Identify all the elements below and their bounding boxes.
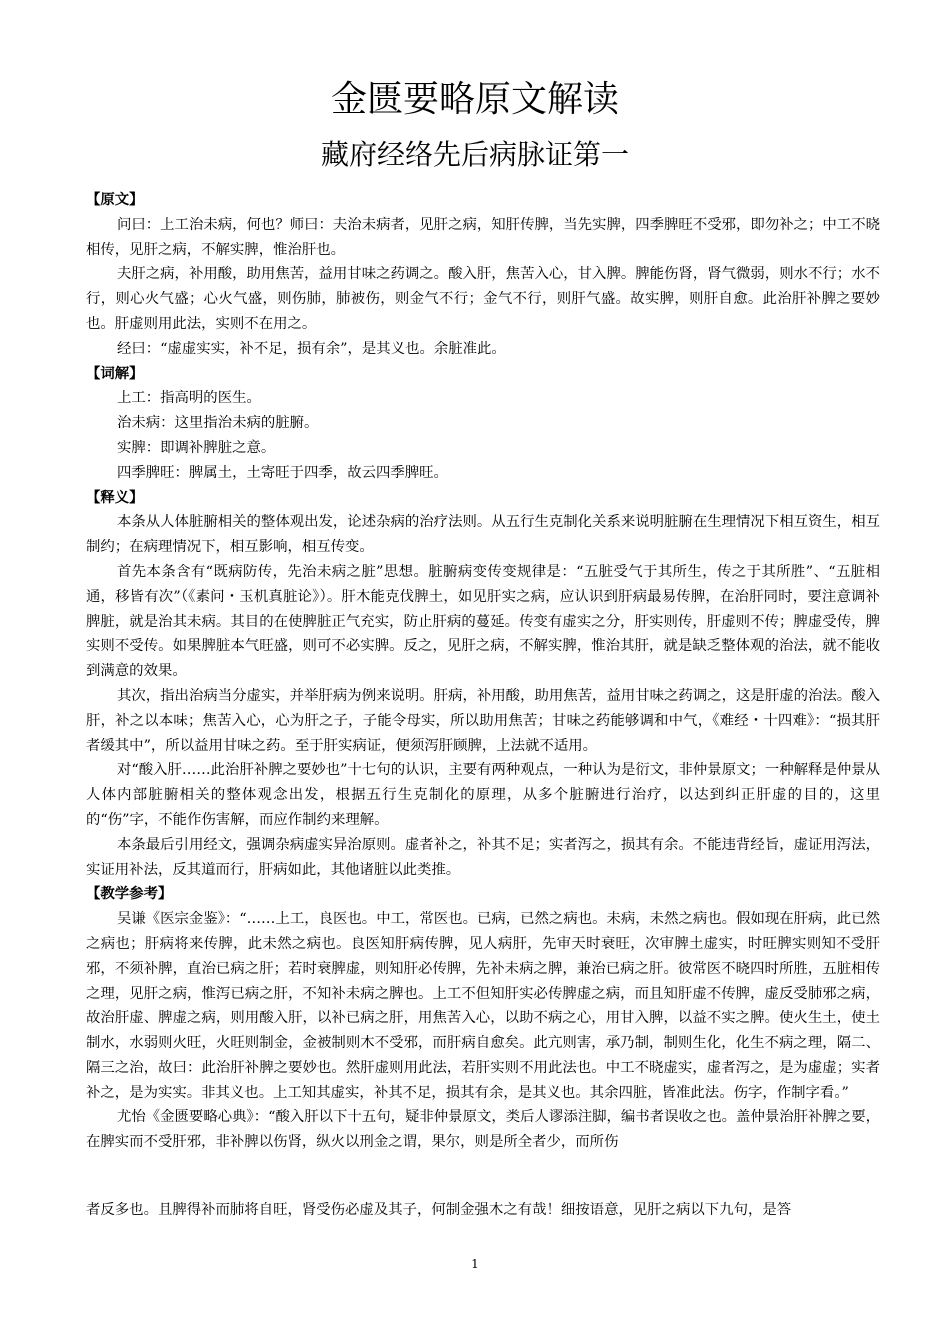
paragraph: 上工：指高明的医生。 [116, 390, 261, 407]
paragraph: 本条从人体脏腑相关的整体观出发，论述杂病的治疗法则。从五行生克制化关系来说明脏腑在生理情况下相互资生，相互制约；在病理情况下，相互影响，相互传变。 [86, 514, 880, 556]
paragraph: 首先本条含有“既病防传，先治未病之脏”思想。脏腑病变传变规律是：“五脏受气于其所生，传之于其所胜”、“五脏相通，移皆有次”（《素问・玉机真脏论》）。肝木能克伐脾土，如见肝实之病，应认识到肝病最易传脾，在治肝同时，要注意调补脾脏，就是治其未病。其目的在使脾脏正气充实，防止肝病的蔓延。传变有虚实之分，肝实则传，肝虚则不传；脾虚受传，脾实则不受传。如果脾脏本气旺盛，则可不必实脾。反之，见肝之病，不解实脾，惟治其肝，就是缺乏整体观的治法，就不能收到满意的效果。 [86, 563, 880, 680]
paragraph: 经曰：“虚虚实实，补不足，损有余”，是其义也。余脏准此。 [116, 340, 506, 357]
document-title: 金匮要略原文解读 [330, 79, 619, 120]
section-heading-cijie: 【词解】 [86, 364, 144, 382]
paragraph: 对“酸入肝……此治肝补脾之要妙也”十七句的认识，主要有两种观点，一种认为是衍文，非仲景原文；一种解释是仲景从人体内部脏腑相关的整体观念出发，根据五行生克制化的原理，从多个脏腑进行治疗，以达到纠正肝虚的目的，这里的“伤”字，不能作伤害解，而应作制约来理解。 [86, 762, 880, 828]
section-heading-shiyi: 【释义】 [86, 488, 144, 506]
paragraph: 实脾：即调补脾脏之意。 [116, 439, 276, 456]
paragraph: 本条最后引用经文，强调杂病虚实异治原则。虚者补之，补其不足；实者泻之，损其有余。不能违背经旨，虚证用泻法，实证用补法，反其道而行，肝病如此，其他诸脏以此类推。 [86, 836, 880, 878]
page-number: 1 [471, 1257, 479, 1271]
paragraph: 夫肝之病，补用酸，助用焦苦，益用甘味之药调之。酸入肝，焦苦入心，甘入脾。脾能伤肾，肾气微弱，则水不行；水不行，则心火气盛；心火气盛，则伤肺，肺被伤，则金气不行；金气不行，则肝气盛。故实脾，则肝自愈。此治肝补脾之要妙也。肝虚则用此法，实则不在用之。 [86, 266, 880, 332]
chapter-subtitle: 藏府经络先后病脉证第一 [320, 138, 629, 171]
section-heading-jiaoxue: 【教学参考】 [86, 885, 173, 903]
paragraph: 尤怡《金匮要略心典》：“酸入肝以下十五句，疑非仲景原文，类后人谬添注脚，编书者误收之也。盖仲景治肝补脾之要，在脾实而不受肝邪，非补脾以伤肾，纵火以刑金之谓，果尔，则是所全者少，而所伤 [86, 1109, 880, 1151]
main-text [86, 188, 880, 1155]
paragraph: 治未病：这里指治未病的脏腑。 [116, 415, 319, 432]
paragraph: 问曰：上工治未病，何也？师曰：夫治未病者，见肝之病，知肝传脾，当先实脾，四季脾旺不受邪，即勿补之；中工不晓相传，见肝之病，不解实脾，惟治肝也。 [86, 216, 880, 258]
paragraph: 其次，指出治病当分虚实，并举肝病为例来说明。肝病，补用酸，助用焦苦，益用甘味之药调之，这是肝虚的治法。酸入肝，补之以本味；焦苦入心，心为肝之子，子能令母实，所以助用焦苦；甘味之药能够调和中气，《难经・十四难》：“损其肝者缓其中”，所以益用甘味之药。至于肝实病证，便须泻肝顾脾，上法就不适用。 [86, 687, 880, 754]
section-heading-yuanwen: 【原文】 [86, 191, 144, 208]
paragraph: 四季脾旺：脾属土，土寄旺于四季，故云四季脾旺。 [116, 464, 448, 481]
continuation-line: 者反多也。且脾得补而肺将自旺，肾受伤必虚及其子，何制金强木之有哉！细按语意，见肝之病以下九句，是答 [86, 1202, 792, 1218]
paragraph: 吴谦《医宗金鉴》：“……上工，良医也。中工，常医也。已病，已然之病也。未病，未然之病也。假如现在肝病，此已然之病也；肝病将来传脾，此未然之病也。良医知肝病传脾，见人病肝，先审天时衰旺，次审脾土虚实，时旺脾实则知不受肝邪，不须补脾，直治已病之肝；若时衰脾虚，则知肝必传脾，先补未病之脾，兼治已病之肝。彼常医不晓四时所胜，五脏相传之理，见肝之病，惟泻已病之肝，不知补未病之脾也。上工不但知肝实必传脾虚之病，而且知肝虚不传脾，虚反受肺邪之病，故治肝虚、脾虚之病，则用酸入肝，以补已病之肝，用焦苦入心，以助不病之心，用甘入脾，以益不实之脾。使火生土，使土制水，水弱则火旺，火旺则制金，金被制则木不受邪，而肝病自愈矣。此亢则害，承乃制，制则生化，化生不病之理，隔二、隔三之治，故曰：此治肝补脾之要妙也。然肝虚则用此法，若肝实则不用此法也。中工不晓虚实，虚者泻之，是为虚虚；实者补之，是为实实。非其义也。上工知其虚实，补其不足，损其有余，是其义也。其余四脏，皆准此法。伤字，作制字看。” [86, 911, 880, 1101]
